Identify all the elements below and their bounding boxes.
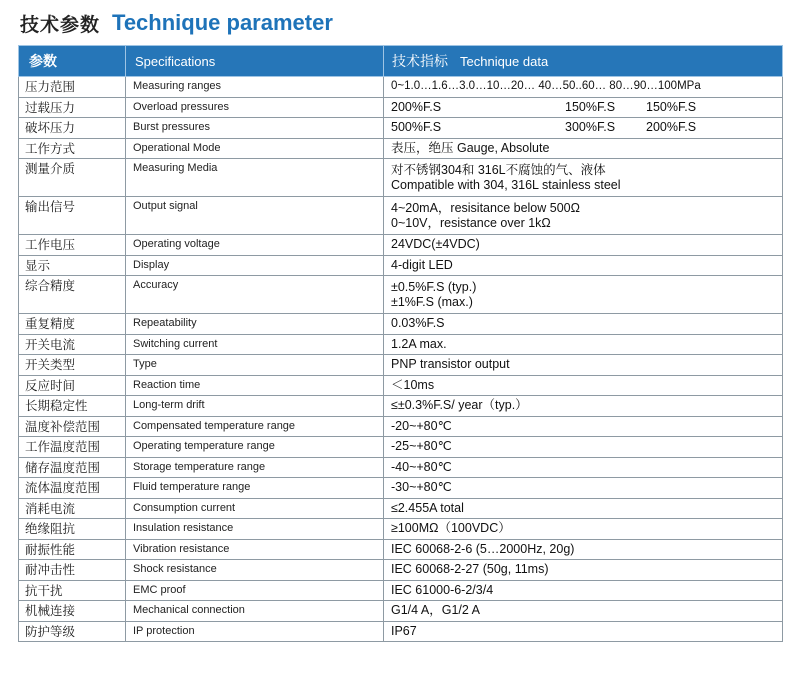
- table-row: [19, 621, 783, 642]
- table-row: [19, 396, 783, 417]
- param-name-en: Operating temperature range: [126, 437, 384, 458]
- param-value: [384, 197, 783, 235]
- param-value: [384, 97, 783, 118]
- table-row: [19, 498, 783, 519]
- param-value-line: IEC 60068-2-27 (50g, 11ms): [391, 562, 549, 577]
- param-name-cn: 开关电流: [19, 334, 126, 355]
- param-value-line: 24VDC(±4VDC): [391, 237, 480, 252]
- header-technique-data: [384, 46, 783, 77]
- param-name-en: Compensated temperature range: [126, 416, 384, 437]
- param-name-en: Display: [126, 255, 384, 276]
- param-name-en: Measuring Media: [126, 159, 384, 197]
- param-value-line: 表压，绝压 Gauge, Absolute: [391, 140, 550, 155]
- param-name-cn: 工作方式: [19, 138, 126, 159]
- param-value-line: 4-digit LED: [391, 257, 453, 272]
- param-name-en: Mechanical connection: [126, 601, 384, 622]
- title-chinese: 技术参数: [20, 13, 101, 36]
- table-row: [19, 478, 783, 499]
- table-row: [19, 355, 783, 376]
- param-name-cn: 储存温度范围: [19, 457, 126, 478]
- param-value-line: -40~+80℃: [391, 459, 452, 474]
- param-name-en: Storage temperature range: [126, 457, 384, 478]
- spec-table: [18, 45, 783, 642]
- param-name-en: Type: [126, 355, 384, 376]
- table-row: [19, 457, 783, 478]
- param-value-line: ±0.5%F.S (typ.): [391, 279, 477, 294]
- param-name-en: Repeatability: [126, 314, 384, 335]
- param-value: [384, 314, 783, 335]
- param-value: [384, 396, 783, 417]
- param-name-en: Insulation resistance: [126, 519, 384, 540]
- param-name-cn: 耐振性能: [19, 539, 126, 560]
- param-value-line: IEC 60068-2-6 (5…2000Hz, 20g): [391, 541, 575, 556]
- table-row: [19, 314, 783, 335]
- param-name-cn: 温度补偿范围: [19, 416, 126, 437]
- spec-table-body: [19, 77, 783, 642]
- param-name-cn: 流体温度范围: [19, 478, 126, 499]
- table-row: [19, 334, 783, 355]
- title-english: Technique parameter: [112, 10, 333, 35]
- page-title: [20, 6, 333, 40]
- param-name-cn: 测量介质: [19, 159, 126, 197]
- table-row: [19, 138, 783, 159]
- param-name-cn: 消耗电流: [19, 498, 126, 519]
- param-value: [384, 560, 783, 581]
- param-name-cn: 综合精度: [19, 276, 126, 314]
- param-name-en: Long-term drift: [126, 396, 384, 417]
- param-value-line: IP67: [391, 623, 417, 638]
- table-row: [19, 77, 783, 98]
- param-name-cn: 工作电压: [19, 235, 126, 256]
- param-value-line: 1.2A max.: [391, 336, 447, 351]
- param-value: [384, 334, 783, 355]
- table-row: [19, 159, 783, 197]
- param-name-en: Burst pressures: [126, 118, 384, 139]
- param-name-en: Operating voltage: [126, 235, 384, 256]
- table-row: [19, 197, 783, 235]
- param-name-en: Shock resistance: [126, 560, 384, 581]
- param-name-en: EMC proof: [126, 580, 384, 601]
- param-value: [384, 498, 783, 519]
- table-row: [19, 276, 783, 314]
- param-value: [384, 437, 783, 458]
- param-value-line: ＜10ms: [391, 377, 435, 392]
- header-technique-en: Technique data: [460, 54, 549, 69]
- param-value-line: -30~+80℃: [391, 480, 452, 495]
- param-value: [384, 159, 783, 197]
- param-name-cn: 耐冲击性: [19, 560, 126, 581]
- param-value-line: ≥100MΩ（100VDC）: [391, 521, 511, 536]
- param-value: [384, 621, 783, 642]
- table-row: [19, 416, 783, 437]
- param-name-cn: 长期稳定性: [19, 396, 126, 417]
- param-value-line: -25~+80℃: [391, 439, 452, 454]
- param-name-cn: 机械连接: [19, 601, 126, 622]
- param-value: [384, 138, 783, 159]
- table-row: [19, 519, 783, 540]
- param-value: [384, 580, 783, 601]
- param-name-cn: 压力范围: [19, 77, 126, 98]
- param-value-part: 500%F.S: [391, 120, 442, 135]
- param-value: [384, 77, 783, 98]
- param-value-line: 4~20mA，resisitance below 500Ω: [391, 200, 580, 215]
- param-value: [384, 255, 783, 276]
- param-value: [384, 457, 783, 478]
- table-row: [19, 97, 783, 118]
- param-value-line: ≤2.455A total: [391, 500, 464, 515]
- header-parameter: 参数: [19, 46, 126, 77]
- table-header-row: [19, 46, 783, 77]
- param-name-cn: 破坏压力: [19, 118, 126, 139]
- table-row: [19, 437, 783, 458]
- param-name-en: Measuring ranges: [126, 77, 384, 98]
- table-row: [19, 580, 783, 601]
- param-name-cn: 显示: [19, 255, 126, 276]
- param-value: [384, 235, 783, 256]
- param-value: [384, 355, 783, 376]
- param-name-en: Operational Mode: [126, 138, 384, 159]
- param-name-en: Vibration resistance: [126, 539, 384, 560]
- param-value: [384, 118, 783, 139]
- header-technique-cn: 技术指标: [392, 54, 448, 70]
- table-row: [19, 255, 783, 276]
- param-value-line: ≤±0.3%F.S/ year（typ.）: [391, 398, 528, 413]
- param-value-line: 0~10V，resistance over 1kΩ: [391, 215, 551, 230]
- table-row: [19, 235, 783, 256]
- param-name-cn: 输出信号: [19, 197, 126, 235]
- param-name-en: Overload pressures: [126, 97, 384, 118]
- param-value: [384, 375, 783, 396]
- table-row: [19, 560, 783, 581]
- param-name-cn: 防护等级: [19, 621, 126, 642]
- param-name-cn: 工作温度范围: [19, 437, 126, 458]
- param-value: [384, 539, 783, 560]
- param-value: [384, 478, 783, 499]
- param-name-en: Reaction time: [126, 375, 384, 396]
- param-name-cn: 抗干扰: [19, 580, 126, 601]
- param-name-en: Fluid temperature range: [126, 478, 384, 499]
- param-value-line: PNP transistor output: [391, 357, 510, 372]
- param-name-cn: 开关类型: [19, 355, 126, 376]
- param-value-part: 150%F.S: [565, 99, 616, 114]
- param-name-en: Consumption current: [126, 498, 384, 519]
- param-value-line: ±1%F.S (max.): [391, 294, 473, 309]
- param-value-part: 150%F.S: [646, 99, 697, 114]
- param-name-cn: 反应时间: [19, 375, 126, 396]
- table-row: [19, 375, 783, 396]
- param-value-line: Compatible with 304, 316L stainless steel: [391, 177, 621, 192]
- param-name-en: Switching current: [126, 334, 384, 355]
- param-value-line: 0~1.0…1.6…3.0…10…20… 40…50..60… 80…90…100MPa: [391, 80, 701, 93]
- table-row: [19, 539, 783, 560]
- param-value: [384, 276, 783, 314]
- param-value-line: IEC 61000-6-2/3/4: [391, 582, 494, 597]
- param-value-line: 0.03%F.S: [391, 316, 445, 331]
- param-value-part: 200%F.S: [391, 99, 442, 114]
- param-name-en: IP protection: [126, 621, 384, 642]
- param-name-cn: 绝缘阻抗: [19, 519, 126, 540]
- param-name-en: Accuracy: [126, 276, 384, 314]
- table-row: [19, 601, 783, 622]
- param-value-part: 300%F.S: [565, 120, 616, 135]
- param-value: [384, 601, 783, 622]
- param-value: [384, 519, 783, 540]
- param-name-cn: 过载压力: [19, 97, 126, 118]
- param-value-line: 对不锈钢304和 316L不腐蚀的气、液体: [391, 162, 606, 177]
- param-value-line: G1/4 A，G1/2 A: [391, 603, 480, 618]
- param-value-line: -20~+80℃: [391, 418, 452, 433]
- param-value: [384, 416, 783, 437]
- header-specifications: Specifications: [126, 46, 384, 77]
- param-name-cn: 重复精度: [19, 314, 126, 335]
- param-name-en: Output signal: [126, 197, 384, 235]
- table-row: [19, 118, 783, 139]
- param-value-part: 200%F.S: [646, 120, 697, 135]
